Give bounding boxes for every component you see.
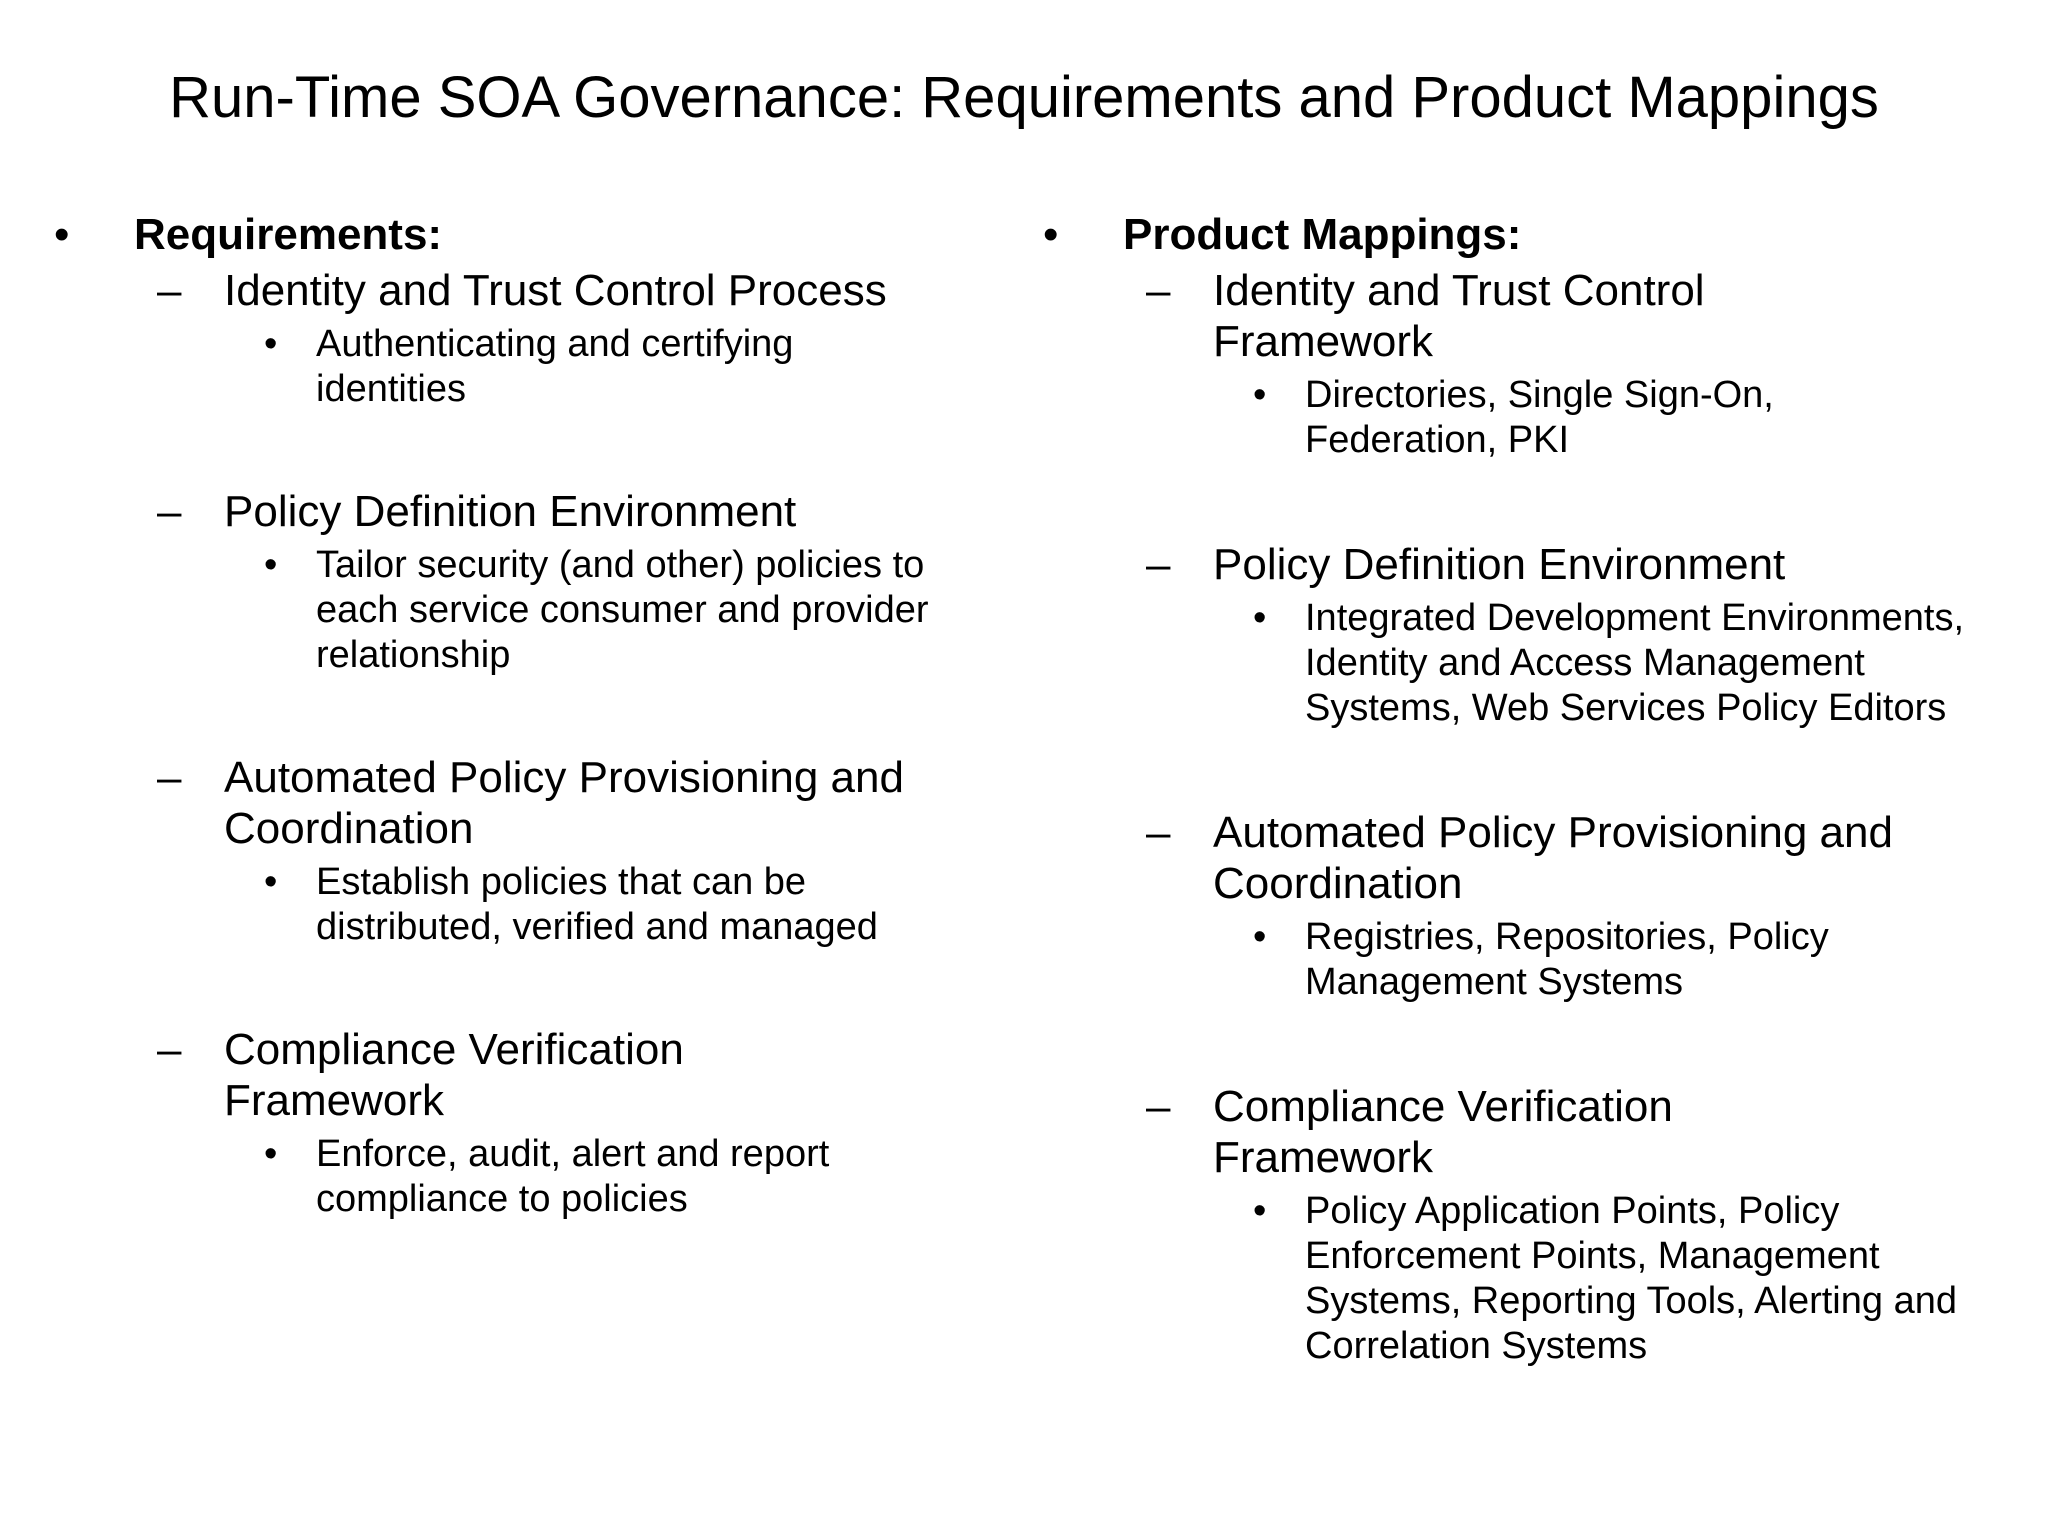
requirement-item [54, 752, 984, 950]
product-mapping-title-item [1146, 807, 1973, 909]
dash-marker: – [1146, 266, 1171, 315]
product-mapping-title-item [1146, 1081, 1773, 1183]
product-mapping-item [1043, 539, 2003, 731]
bullet-marker: • [1253, 597, 1267, 639]
bullet-marker: • [264, 1133, 278, 1175]
product-mapping-detail: Registries, Repositories, Policy Management Systems [1305, 916, 1829, 1003]
product-mapping-item [1043, 265, 2003, 463]
dash-marker: – [1146, 1082, 1171, 1131]
product-mapping-item [1043, 1081, 2003, 1369]
product-mapping-title: Automated Policy Provisioning and Coordination [1213, 808, 1893, 908]
product-mapping-item [1043, 807, 2003, 1005]
requirement-title: Automated Policy Provisioning and Coordination [224, 753, 904, 853]
requirement-item [54, 265, 984, 412]
requirement-detail-item [264, 322, 916, 412]
requirements-heading-item [54, 205, 984, 265]
product-mapping-detail-item [1253, 373, 1865, 463]
product-mapping-detail: Policy Application Points, Policy Enforcement Points, Management Systems, Reporting Tools, Alerting and Correlation Systems [1305, 1190, 1957, 1367]
dash-marker: – [157, 266, 182, 315]
bullet-marker: • [54, 210, 70, 259]
requirement-item [54, 486, 984, 678]
slide-title: Run-Time SOA Governance: Requirements and Product Mappings [169, 65, 1879, 130]
bullet-marker: • [1043, 210, 1059, 259]
dash-marker: – [1146, 808, 1171, 857]
requirement-detail: Enforce, audit, alert and report compliance to policies [316, 1133, 830, 1220]
dash-marker: – [157, 487, 182, 536]
requirement-detail: Tailor security (and other) policies to each service consumer and provider relationship [316, 544, 929, 676]
product-mappings-heading-item [1043, 205, 2003, 265]
product-mappings-column [1043, 205, 2003, 1445]
requirement-title: Policy Definition Environment [224, 487, 797, 536]
product-mapping-detail-item [1253, 915, 1925, 1005]
product-mapping-title: Compliance Verification Framework [1213, 1082, 1673, 1182]
requirements-column [54, 205, 984, 1296]
requirement-title-item [157, 1024, 784, 1126]
requirement-title-item [157, 265, 984, 316]
dash-marker: – [1146, 540, 1171, 589]
requirement-detail-item [264, 1132, 956, 1222]
requirement-detail-item [264, 543, 996, 678]
product-mapping-title-item [1146, 265, 1833, 367]
bullet-marker: • [1253, 374, 1267, 416]
requirement-detail-item [264, 860, 996, 950]
bullet-marker: • [1253, 916, 1267, 958]
bullet-marker: • [264, 323, 278, 365]
product-mapping-detail: Integrated Development Environments, Identity and Access Management Systems, Web Services Policy Editors [1305, 597, 1965, 729]
product-mapping-detail-item [1253, 1189, 2005, 1369]
bullet-marker: • [264, 861, 278, 903]
requirement-title: Compliance Verification Framework [224, 1025, 684, 1125]
product-mapping-title: Identity and Trust Control Framework [1213, 266, 1705, 366]
requirements-heading: Requirements: [134, 210, 443, 259]
requirement-title: Identity and Trust Control Process [224, 266, 887, 315]
requirement-item [54, 1024, 984, 1222]
product-mappings-heading: Product Mappings: [1123, 210, 1522, 259]
product-mapping-detail: Directories, Single Sign-On, Federation, PKI [1305, 374, 1774, 461]
product-mapping-title-item [1146, 539, 1973, 590]
bullet-marker: • [1253, 1190, 1267, 1232]
requirement-detail: Establish policies that can be distributed, verified and managed [316, 861, 878, 948]
product-mapping-detail-item [1253, 596, 2005, 731]
requirement-detail: Authenticating and certifying identities [316, 323, 794, 410]
dash-marker: – [157, 753, 182, 802]
dash-marker: – [157, 1025, 182, 1074]
requirement-title-item [157, 486, 984, 537]
requirement-title-item [157, 752, 984, 854]
bullet-marker: • [264, 544, 278, 586]
product-mapping-title: Policy Definition Environment [1213, 540, 1786, 589]
